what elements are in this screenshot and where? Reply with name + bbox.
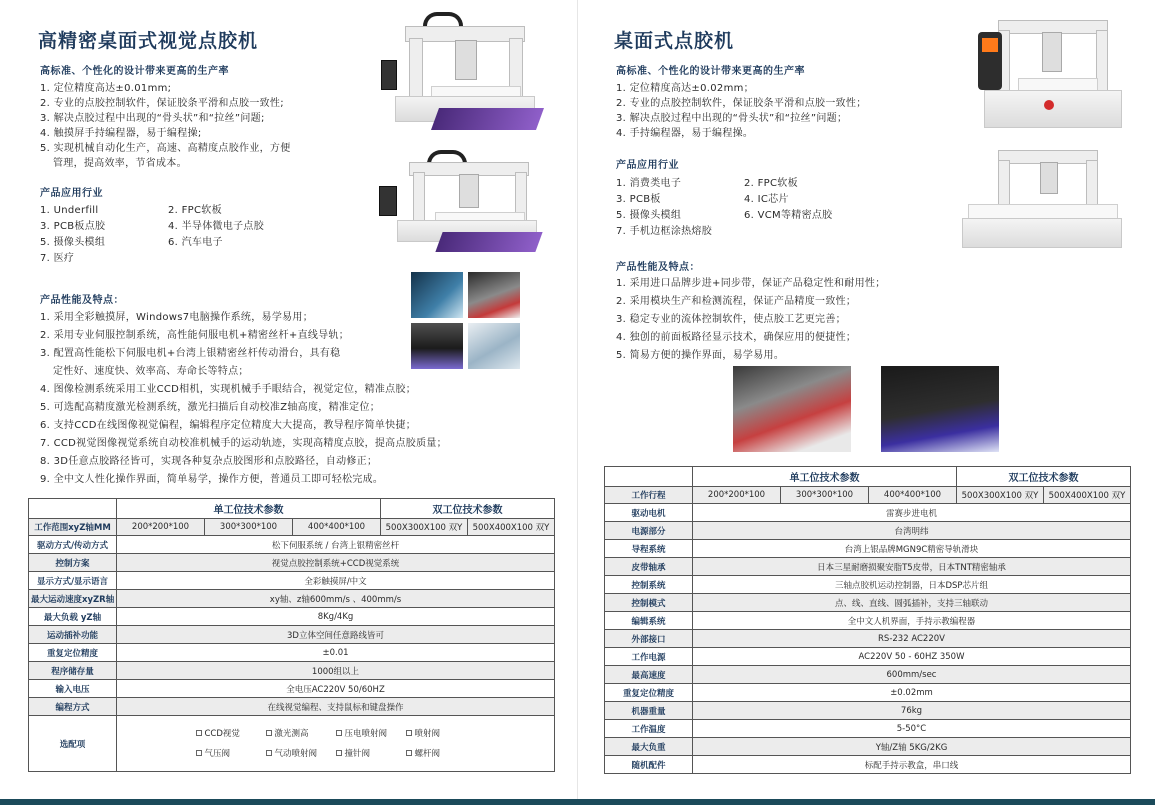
table-row xyxy=(29,519,555,536)
left-feature: 管理，提高效率，节省成本。 xyxy=(53,158,187,169)
left-perf-item: 7. CCD视觉图像视觉系统自动校准机械手的运动轨迹，实现高精度点胶，提高点胶质量； xyxy=(40,438,447,449)
left-industry-item xyxy=(168,251,328,267)
table-row xyxy=(605,594,1131,612)
table-row xyxy=(29,590,555,608)
table-row xyxy=(29,680,555,698)
right-industry-item: 1. 消费类电子 xyxy=(616,178,682,189)
right-feature: 3. 解决点胶过程中出现的“骨头状”和“拉丝”问题； xyxy=(616,113,848,124)
dispensing-closeup-photo-1 xyxy=(733,366,851,452)
left-industry-item: 4. 半导体微电子点胶 xyxy=(168,221,265,232)
range-cell: 300*300*100 xyxy=(205,519,293,536)
row-label: 导程系统 xyxy=(605,540,693,558)
row-value: 三轴点胶机运动控制器，日本DSP芯片组 xyxy=(693,576,1131,594)
right-feature-list xyxy=(616,81,867,141)
visual-dispenser-photo-top xyxy=(375,8,545,138)
range-cell: 500X400X100 双Y xyxy=(468,519,555,536)
right-industry-item: 3. PCB板 xyxy=(616,194,661,205)
row-label: 控制模式 xyxy=(605,594,693,612)
dispensing-photo-2 xyxy=(468,272,520,318)
left-feature: 5. 实现机械自动化生产，高速、高精度点胶作业，方便 xyxy=(40,143,291,154)
table-head-row xyxy=(605,467,1131,487)
table-row xyxy=(605,522,1131,540)
row-value: 日本三星耐磨损聚安脂T5皮带，日本TNT精密轴承 xyxy=(693,558,1131,576)
row-value: 视觉点胶控制系统+CCD视觉系统 xyxy=(117,554,555,572)
right-industry-item: 7. 手机边框涂热熔胶 xyxy=(616,226,713,237)
head-single: 单工位技术参数 xyxy=(693,467,957,487)
checkbox-icon xyxy=(266,750,272,756)
right-perf-item: 3. 稳定专业的流体控制软件，使点胶工艺更完善； xyxy=(616,314,846,325)
left-feature-list xyxy=(40,81,291,171)
row-label: 工作电源 xyxy=(605,648,693,666)
left-page xyxy=(0,0,577,805)
left-perf-list xyxy=(40,309,447,489)
row-label: 皮带轴承 xyxy=(605,558,693,576)
right-spec-table xyxy=(604,466,1131,774)
row-label: 电源部分 xyxy=(605,522,693,540)
visual-dispenser-photo-middle xyxy=(375,148,545,260)
row-label: 驱动电机 xyxy=(605,504,693,522)
row-value: 雷赛步进电机 xyxy=(693,504,1131,522)
row-label: 控制方案 xyxy=(29,554,117,572)
table-row xyxy=(605,684,1131,702)
row-value: 全中文人机界面，手持示教编程器 xyxy=(693,612,1131,630)
row-label: 驱动方式/传动方式 xyxy=(29,536,117,554)
checkbox-icon xyxy=(196,750,202,756)
row-label: 显示方式/显示语言 xyxy=(29,572,117,590)
range-cell: 300*300*100 xyxy=(781,487,869,504)
left-subtitle: 高标准、个性化的设计带来更高的生产率 xyxy=(40,66,229,77)
row-label: 机器重量 xyxy=(605,702,693,720)
option-item: 压电喷射阀 xyxy=(336,724,406,744)
left-perf-item: 3. 配置高性能松下伺服电机+台湾上银精密丝杆传动滑台，具有稳 xyxy=(40,348,341,359)
left-perf-item: 6. 支持CCD在线图像视觉偏程，编辑程序定位精度大大提高，教导程序简单快捷； xyxy=(40,420,417,431)
left-industry-item: 6. 汽车电子 xyxy=(168,237,223,248)
range-cell: 500X400X100 双Y xyxy=(1044,487,1131,504)
table-row xyxy=(605,720,1131,738)
table-row xyxy=(605,666,1131,684)
row-label: 最大负载 yZ轴 xyxy=(29,608,117,626)
row-label: 最大负重 xyxy=(605,738,693,756)
row-value: 1000组以上 xyxy=(117,662,555,680)
right-feature: 1. 定位精度高达±0.02mm； xyxy=(616,83,754,94)
left-perf-item: 8. 3D任意点胶路径皆可，实现各种复杂点胶图形和点胶路径，自动修正； xyxy=(40,456,378,467)
left-perf-item: 9. 全中文人性化操作界面，简单易学，操作方便，普通员工即可轻松完成。 xyxy=(40,474,384,485)
right-industry-item xyxy=(744,224,904,240)
row-value: ±0.01 xyxy=(117,644,555,662)
table-row xyxy=(605,702,1131,720)
right-perf-item: 5. 简易方便的操作界面，易学易用。 xyxy=(616,350,785,361)
range-cell: 200*200*100 xyxy=(693,487,781,504)
left-industry-item: 3. PCB板点胶 xyxy=(40,221,106,232)
head-double: 双工位技术参数 xyxy=(957,467,1131,487)
right-feature: 2. 专业的点胶控制软件，保证胶条平滑和点胶一致性； xyxy=(616,98,867,109)
left-industry-item: 1. Underfill xyxy=(40,205,99,216)
row-label: 控制系统 xyxy=(605,576,693,594)
left-title: 高精密桌面式视觉点胶机 xyxy=(38,30,259,52)
left-industry-grid xyxy=(40,203,328,267)
row-label: 工作温度 xyxy=(605,720,693,738)
right-industry-grid xyxy=(616,176,904,240)
option-item: 气动喷射阀 xyxy=(266,744,336,764)
table-head-row xyxy=(29,499,555,519)
right-title: 桌面式点胶机 xyxy=(614,30,735,52)
left-feature: 1. 定位精度高达±0.01mm; xyxy=(40,83,172,94)
table-row xyxy=(29,608,555,626)
option-item: 气压阀 xyxy=(196,744,266,764)
row-label: 工作范围xyZ轴MM xyxy=(29,519,117,536)
checkbox-icon xyxy=(336,750,342,756)
table-row xyxy=(29,662,555,680)
head-double: 双工位技术参数 xyxy=(381,499,555,519)
row-value: Y轴/Z轴 5KG/2KG xyxy=(693,738,1131,756)
row-value: 600mm/sec xyxy=(693,666,1131,684)
right-industry-item: 5. 摄像头模组 xyxy=(616,210,682,221)
row-label: 工作行程 xyxy=(605,487,693,504)
right-perf-list xyxy=(616,275,886,365)
row-label: 随机配件 xyxy=(605,756,693,774)
row-value: 点、线、直线、圆弧插补，支持三轴联动 xyxy=(693,594,1131,612)
row-value: ±0.02mm xyxy=(693,684,1131,702)
left-perf-item: 2. 采用专业伺服控制系统，高性能伺服电机+精密丝杆+直线导轨； xyxy=(40,330,350,341)
row-value: 松下伺服系统 / 台湾上银精密丝杆 xyxy=(117,536,555,554)
option-item: 激光测高 xyxy=(266,724,336,744)
row-label: 重复定位精度 xyxy=(29,644,117,662)
left-industry-item: 5. 摄像头模组 xyxy=(40,237,106,248)
row-label: 运动插补功能 xyxy=(29,626,117,644)
table-row xyxy=(29,554,555,572)
footer-bar xyxy=(0,799,1155,805)
right-subtitle: 高标准、个性化的设计带来更高的生产率 xyxy=(616,66,805,77)
range-cell: 400*400*100 xyxy=(869,487,957,504)
left-perf-item: 4. 图像检测系统采用工业CCD相机，实现机械手手眼结合，视觉定位，精准点胶； xyxy=(40,384,417,395)
table-row xyxy=(605,738,1131,756)
row-value: xy轴、z轴600mm/s 、400mm/s xyxy=(117,590,555,608)
table-row xyxy=(29,626,555,644)
right-feature: 4. 手持编程器，易于编程操。 xyxy=(616,128,754,139)
left-perf-item: 1. 采用全彩触摸屏，Windows7电脑操作系统，易学易用； xyxy=(40,312,314,323)
range-cell: 400*400*100 xyxy=(293,519,381,536)
table-row xyxy=(605,630,1131,648)
table-row xyxy=(605,756,1131,774)
right-industry-item: 4. IC芯片 xyxy=(744,194,789,205)
table-row xyxy=(605,612,1131,630)
table-row xyxy=(29,698,555,716)
left-perf-item: 定性好、速度快、效率高、寿命长等特点； xyxy=(53,366,249,377)
range-cell: 500X300X100 双Y xyxy=(957,487,1044,504)
left-industry-item: 7. 医疗 xyxy=(40,253,75,264)
head-single: 单工位技术参数 xyxy=(117,499,381,519)
right-industry-heading: 产品应用行业 xyxy=(616,160,679,171)
table-row xyxy=(29,644,555,662)
checkbox-icon xyxy=(406,750,412,756)
table-row xyxy=(29,572,555,590)
table-row-options xyxy=(29,716,555,772)
row-value: AC220V 50 - 60HZ 350W xyxy=(693,648,1131,666)
table-row xyxy=(29,536,555,554)
row-label: 外部接口 xyxy=(605,630,693,648)
range-cell: 500X300X100 双Y xyxy=(381,519,468,536)
row-label: 编辑系统 xyxy=(605,612,693,630)
table-row xyxy=(605,504,1131,522)
row-value: 全彩触摸屏/中文 xyxy=(117,572,555,590)
left-feature: 2. 专业的点胶控制软件，保证胶条平滑和点胶一致性; xyxy=(40,98,284,109)
row-value: 台湾明纬 xyxy=(693,522,1131,540)
right-perf-item: 1. 采用进口品牌步进+同步带，保证产品稳定性和耐用性； xyxy=(616,278,886,289)
row-label: 选配项 xyxy=(29,716,117,772)
table-row xyxy=(605,576,1131,594)
row-value: 5-50°C xyxy=(693,720,1131,738)
row-label: 重复定位精度 xyxy=(605,684,693,702)
row-value: 8Kg/4Kg xyxy=(117,608,555,626)
right-perf-item: 4. 独创的前面板路径显示技术，确保应用的便捷性； xyxy=(616,332,857,343)
table-row xyxy=(605,648,1131,666)
checkbox-icon xyxy=(406,730,412,736)
dispensing-closeup-photo-2 xyxy=(881,366,999,452)
left-industry-heading: 产品应用行业 xyxy=(40,188,103,199)
row-value: 全电压AC220V 50/60HZ xyxy=(117,680,555,698)
option-item: 螺杆阀 xyxy=(406,744,476,764)
row-value: 76kg xyxy=(693,702,1131,720)
row-label: 最大运动速度xyZR轴 xyxy=(29,590,117,608)
table-row xyxy=(605,487,1131,504)
checkbox-icon xyxy=(336,730,342,736)
left-perf-heading: 产品性能及特点： xyxy=(40,295,124,306)
row-label: 程序储存量 xyxy=(29,662,117,680)
options-cell xyxy=(117,716,555,772)
right-page xyxy=(578,0,1155,805)
table-row xyxy=(605,540,1131,558)
right-industry-item: 2. FPC软板 xyxy=(744,178,798,189)
row-label: 编程方式 xyxy=(29,698,117,716)
desktop-dispenser-photo-top xyxy=(978,10,1128,132)
left-perf-item: 5. 可选配高精度激光检测系统，激光扫描后自动校准Z轴高度，精准定位； xyxy=(40,402,381,413)
row-value: 台湾上银品牌MGN9C精密导轨滑块 xyxy=(693,540,1131,558)
option-item: 撞针阀 xyxy=(336,744,406,764)
left-feature: 4. 触摸屏手持编程器，易于编程操; xyxy=(40,128,202,139)
dispensing-photo-4 xyxy=(468,323,520,369)
row-label: 输入电压 xyxy=(29,680,117,698)
option-item: CCD视觉 xyxy=(196,724,266,744)
row-value: 标配手持示教盒，串口线 xyxy=(693,756,1131,774)
left-feature: 3. 解决点胶过程中出现的“骨头状”和“拉丝”问题; xyxy=(40,113,265,124)
desktop-dispenser-photo-bottom xyxy=(958,146,1128,258)
option-item: 喷射阀 xyxy=(406,724,476,744)
checkbox-icon xyxy=(266,730,272,736)
right-industry-item: 6. VCM等精密点胶 xyxy=(744,210,833,221)
right-perf-item: 2. 采用模块生产和检测流程，保证产品精度一致性； xyxy=(616,296,857,307)
row-label: 最高速度 xyxy=(605,666,693,684)
checkbox-icon xyxy=(196,730,202,736)
table-row xyxy=(605,558,1131,576)
row-value: 在线视觉编程、支持鼠标和键盘操作 xyxy=(117,698,555,716)
row-value: RS-232 AC220V xyxy=(693,630,1131,648)
range-cell: 200*200*100 xyxy=(117,519,205,536)
left-industry-item: 2. FPC软板 xyxy=(168,205,222,216)
row-value: 3D立体空间任意路线皆可 xyxy=(117,626,555,644)
left-spec-table xyxy=(28,498,555,772)
right-perf-heading: 产品性能及特点： xyxy=(616,262,700,273)
